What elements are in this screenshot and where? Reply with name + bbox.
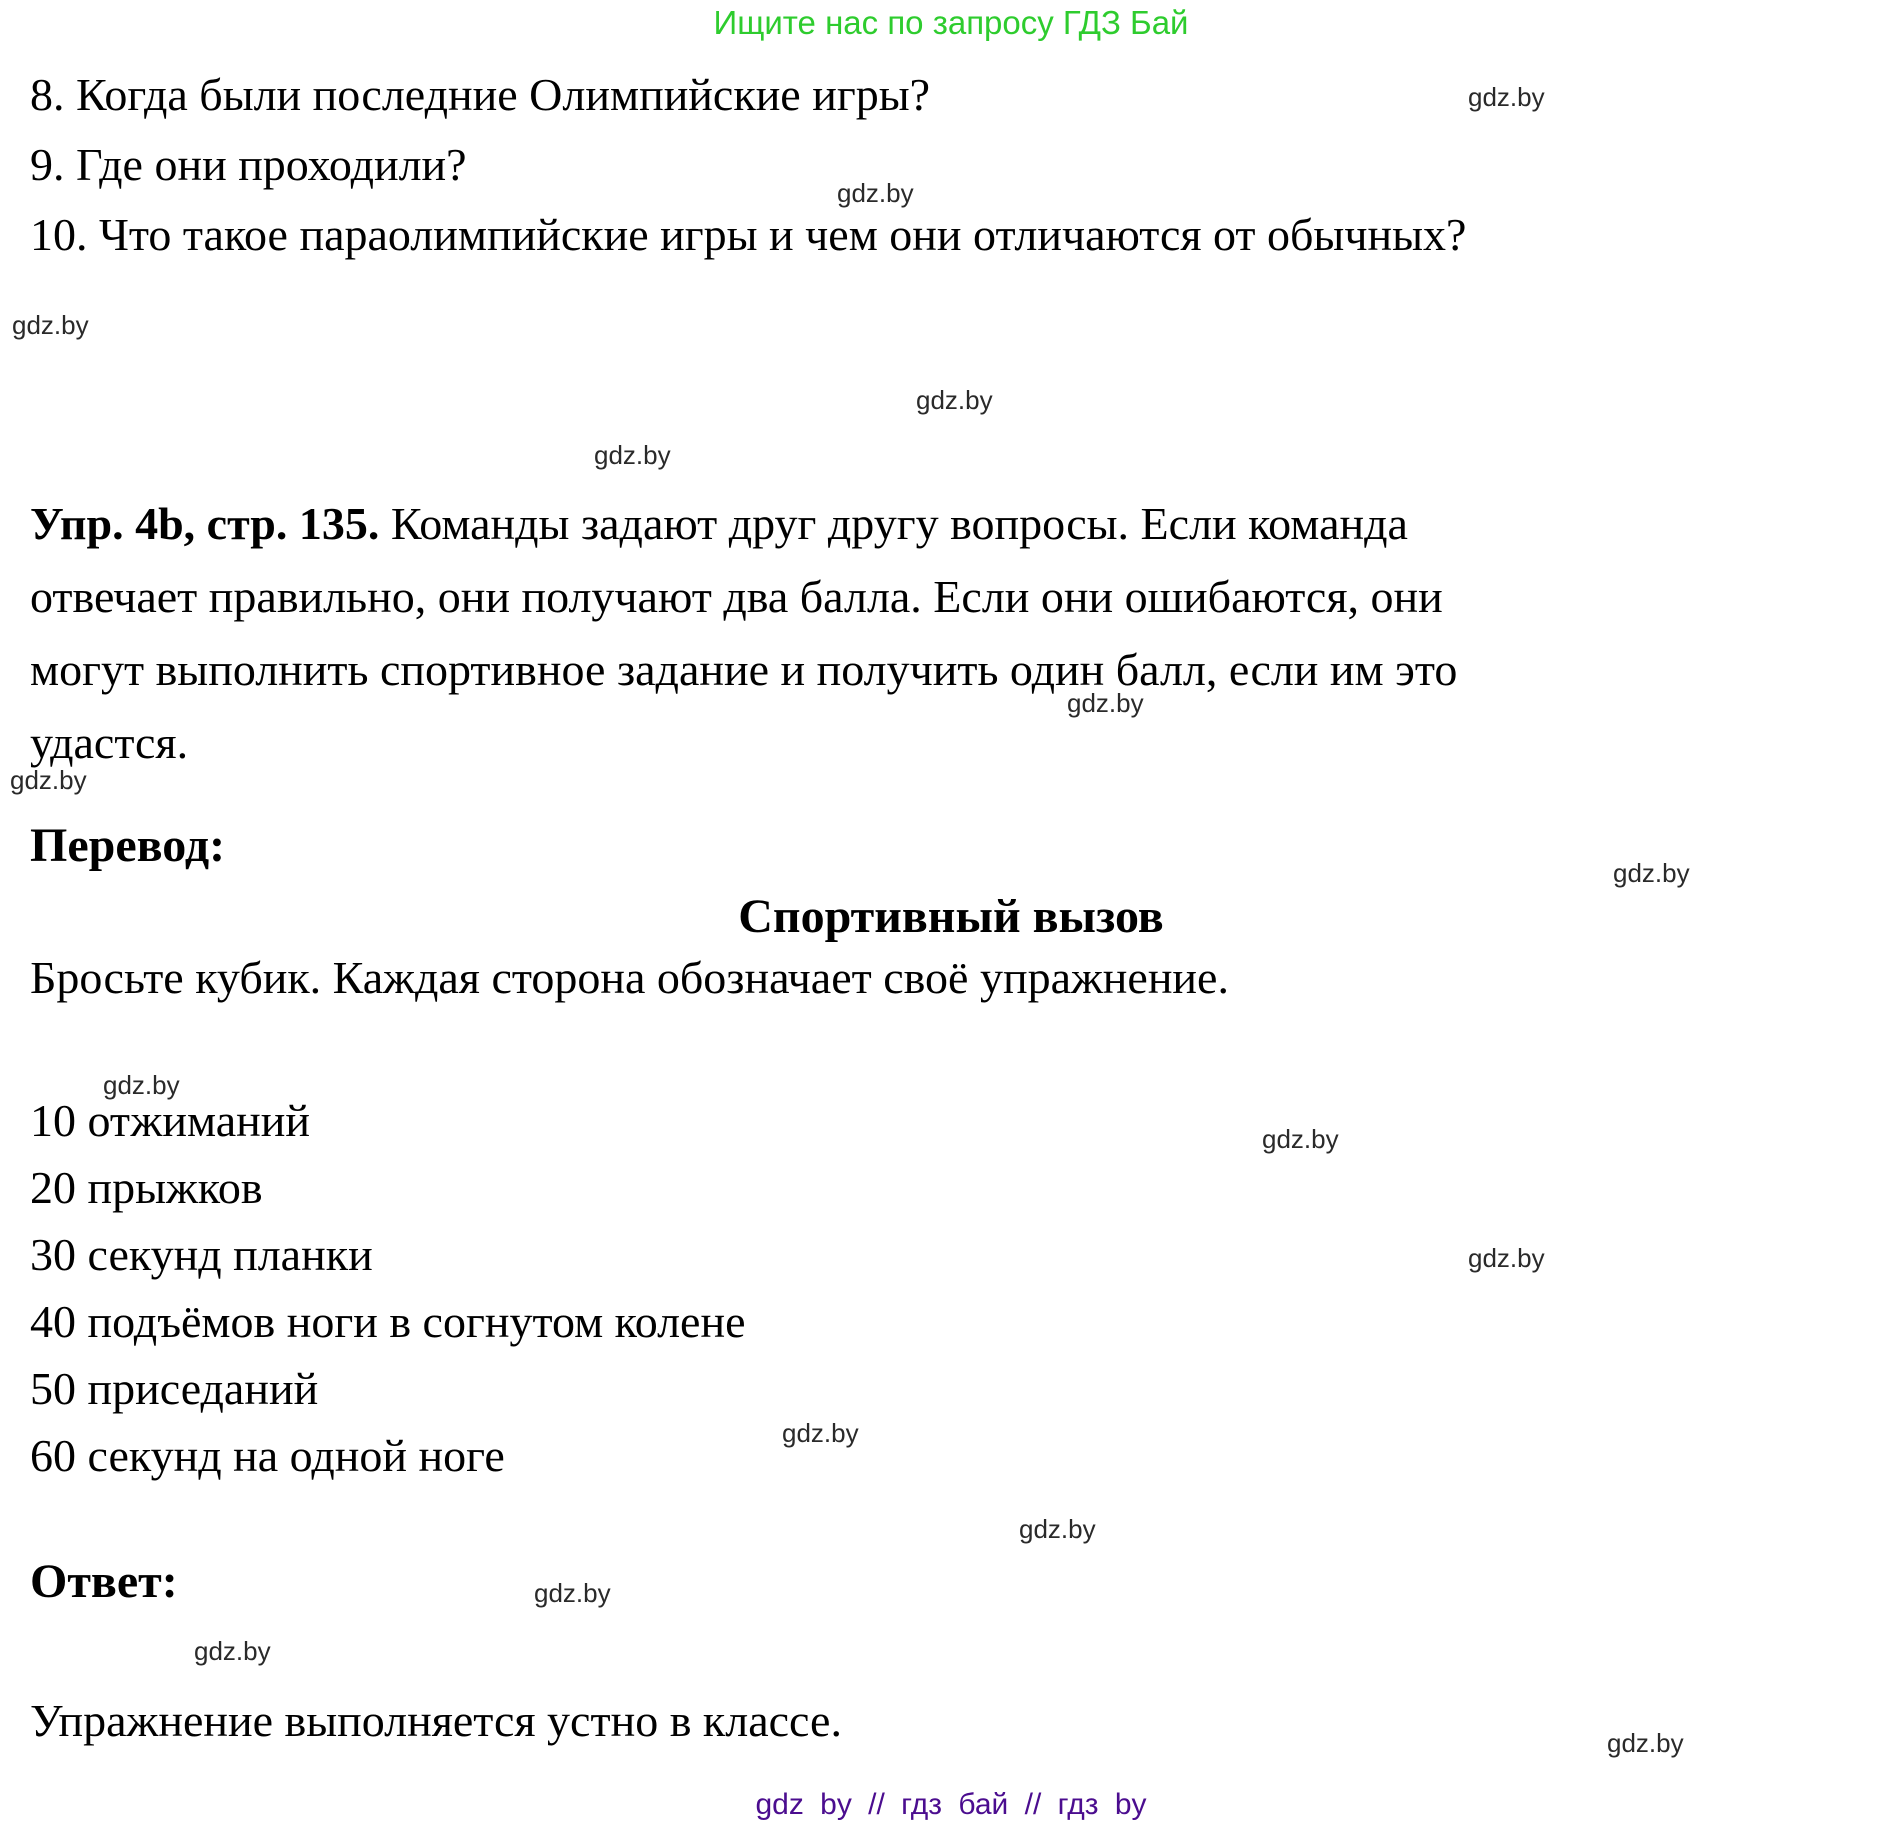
gdz-watermark: gdz.by: [1607, 1728, 1684, 1758]
question-10: 10. Что такое параолимпийские игры и чем они отличаются от обычных?: [30, 209, 1467, 260]
list-item: 20 прыжков: [30, 1162, 263, 1213]
gdz-watermark: gdz.by: [194, 1636, 271, 1666]
gdz-watermark: gdz.by: [1468, 82, 1545, 112]
exercise-line-1: [30, 487, 1457, 560]
gdz-watermark: gdz.by: [916, 385, 993, 415]
footer-links: gdz by // гдз бай // гдз by: [755, 1788, 1147, 1821]
exercise-line-2: отвечает правильно, они получают два балла. Если они ошибаются, они: [30, 571, 1443, 622]
list-item: 10 отжиманий: [30, 1095, 311, 1146]
translation-heading: Перевод:: [30, 819, 226, 872]
gdz-watermark: gdz.by: [1067, 688, 1144, 718]
promo-banner: Ищите нас по запросу ГДЗ Бай: [713, 4, 1189, 41]
exercise-list: [30, 1087, 746, 1489]
question-9: 9. Где они проходили?: [30, 139, 467, 190]
challenge-intro: Бросьте кубик. Каждая сторона обозначает своё упражнение.: [30, 952, 1229, 1003]
answer-text: Упражнение выполняется устно в классе.: [30, 1695, 842, 1746]
questions-block: [30, 60, 1466, 270]
exercise-paragraph: [30, 487, 1457, 779]
gdz-watermark: gdz.by: [534, 1578, 611, 1608]
list-item: 40 подъёмов ноги в согнутом колене: [30, 1296, 746, 1347]
gdz-watermark: gdz.by: [837, 178, 914, 208]
gdz-watermark: gdz.by: [782, 1418, 859, 1448]
exercise-line-1-text: Команды задают друг другу вопросы. Если команда: [379, 498, 1408, 549]
gdz-watermark: gdz.by: [10, 765, 87, 795]
gdz-watermark: gdz.by: [1262, 1124, 1339, 1154]
exercise-line-4: удастся.: [30, 717, 189, 768]
list-item: 30 секунд планки: [30, 1229, 373, 1280]
challenge-title: Спортивный вызов: [738, 890, 1164, 943]
gdz-watermark: gdz.by: [12, 310, 89, 340]
exercise-label: Упр. 4b, стр. 135.: [30, 498, 380, 549]
gdz-watermark: gdz.by: [103, 1070, 180, 1100]
list-item: 60 секунд на одной ноге: [30, 1430, 505, 1481]
list-item: 50 приседаний: [30, 1363, 319, 1414]
gdz-watermark: gdz.by: [1468, 1243, 1545, 1273]
gdz-watermark: gdz.by: [1019, 1514, 1096, 1544]
answer-heading: Ответ:: [30, 1555, 178, 1608]
gdz-watermark: gdz.by: [1613, 858, 1690, 888]
question-8: 8. Когда были последние Олимпийские игры?: [30, 69, 931, 120]
gdz-watermark: gdz.by: [594, 440, 671, 470]
exercise-line-3: могут выполнить спортивное задание и получить один балл, если им это: [30, 644, 1458, 695]
